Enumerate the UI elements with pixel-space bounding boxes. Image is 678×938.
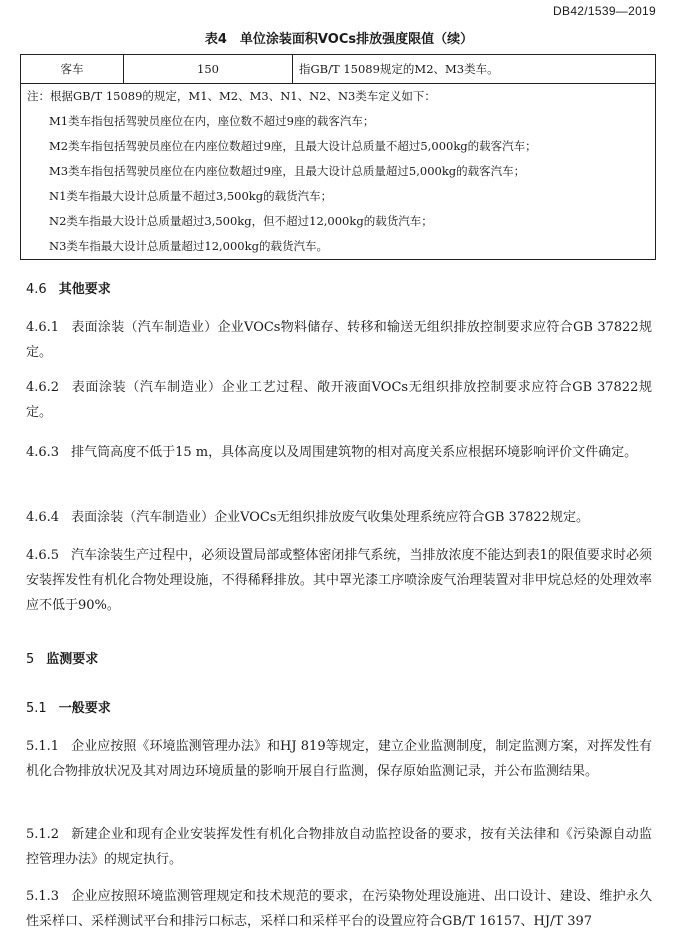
note-line: N3类车指最大设计总质量超过12,000kg的载货汽车。 bbox=[49, 239, 328, 253]
section-number: 5 bbox=[26, 652, 35, 667]
note-line: N1类车指最大设计总质量不超过3,500kg的载货汽车； bbox=[49, 189, 333, 203]
section-heading-5 bbox=[26, 648, 98, 667]
document-code: DB42/1539—2019 bbox=[553, 4, 656, 18]
description-cell: 指GB/T 15089规定的M2、M3类车。 bbox=[293, 55, 656, 84]
section-number: 5.1 bbox=[26, 701, 47, 716]
paragraph-4-6-1 bbox=[26, 315, 652, 365]
clause-number: 4.6.3 bbox=[26, 445, 60, 460]
clause-number: 4.6.4 bbox=[26, 510, 60, 525]
clause-number: 4.6.1 bbox=[26, 320, 60, 335]
clause-text: 新建企业和现有企业安装挥发性有机化合物排放自动监控设备的要求，按有关法律和《污染源自动监控管理办法》的规定执行。 bbox=[26, 827, 652, 867]
note-line: M3类车指包括驾驶员座位在内座位数超过9座，且最大设计总质量超过5,000kg的载客汽车； bbox=[49, 164, 526, 178]
note-line: 注：根据GB/T 15089的规定，M1、M2、M3、N1、N2、N3类车定义如下： bbox=[27, 89, 436, 103]
clause-text: 表面涂装（汽车制造业）企业VOCs无组织排放废气收集处理系统应符合GB 37822规定。 bbox=[71, 510, 589, 525]
paragraph-4-6-4 bbox=[26, 505, 652, 530]
clause-text: 表面涂装（汽车制造业）企业工艺过程、敞开液面VOCs无组织排放控制要求应符合GB 37822规定。 bbox=[26, 380, 652, 420]
table-row bbox=[21, 55, 656, 84]
emission-limit-table bbox=[20, 54, 656, 260]
section-title: 其他要求 bbox=[58, 282, 111, 297]
paragraph-5-1-3 bbox=[26, 884, 652, 934]
clause-number: 5.1.2 bbox=[26, 827, 60, 842]
section-number: 4.6 bbox=[26, 282, 47, 297]
note-line: M1类车指包括驾驶员座位在内，座位数不超过9座的载客汽车； bbox=[49, 114, 375, 128]
clause-number: 5.1.1 bbox=[26, 739, 60, 754]
clause-text: 汽车涂装生产过程中，必须设置局部或整体密闭排气系统，当排放浓度不能达到表1的限值要求时必须安装挥发性有机化合物处理设施，不得稀释排放。其中罩光漆工序喷涂废气治理装置对非甲烷总烃的处理效率应不低于90%。 bbox=[26, 548, 652, 613]
clause-text: 企业应按照环境监测管理规定和技术规范的要求，在污染物处理设施进、出口设计、建设、维护永久性采样口、采样测试平台和排污口标志，采样口和采样平台的设置应符合GB/T 16157、HJ/T 397 bbox=[26, 889, 652, 929]
paragraph-4-6-5 bbox=[26, 543, 652, 618]
clause-number: 4.6.5 bbox=[26, 548, 60, 563]
paragraph-5-1-2 bbox=[26, 822, 652, 872]
table-notes-row bbox=[21, 84, 656, 260]
clause-text: 企业应按照《环境监测管理办法》和HJ 819等规定，建立企业监测制度，制定监测方案，对挥发性有机化合物排放状况及其对周边环境质量的影响开展自行监测，保存原始监测记录，并公布监测结果。 bbox=[26, 739, 652, 779]
section-heading-4-6 bbox=[26, 278, 111, 297]
note-line: M2类车指包括驾驶员座位在内座位数超过9座，且最大设计总质量不超过5,000kg的载客汽车； bbox=[49, 139, 537, 153]
limit-value-cell: 150 bbox=[124, 55, 293, 84]
clause-number: 4.6.2 bbox=[26, 380, 60, 395]
clause-text: 排气筒高度不低于15 m，具体高度以及周围建筑物的相对高度关系应根据环境影响评价文件确定。 bbox=[71, 445, 638, 460]
paragraph-5-1-1 bbox=[26, 734, 652, 784]
table-title: 表4 单位涂装面积VOCs排放强度限值（续） bbox=[204, 32, 474, 47]
section-title: 一般要求 bbox=[58, 701, 111, 716]
paragraph-4-6-3 bbox=[26, 440, 652, 465]
note-line: N2类车指最大设计总质量超过3,500kg，但不超过12,000kg的载货汽车； bbox=[49, 214, 433, 228]
clause-text: 表面涂装（汽车制造业）企业VOCs物料储存、转移和输送无组织排放控制要求应符合GB 37822规定。 bbox=[26, 320, 652, 360]
table-notes bbox=[21, 84, 656, 260]
vehicle-category-cell: 客车 bbox=[21, 55, 124, 84]
paragraph-4-6-2 bbox=[26, 375, 652, 425]
section-title: 监测要求 bbox=[46, 652, 99, 667]
section-heading-5-1 bbox=[26, 697, 111, 716]
clause-number: 5.1.3 bbox=[26, 889, 60, 904]
